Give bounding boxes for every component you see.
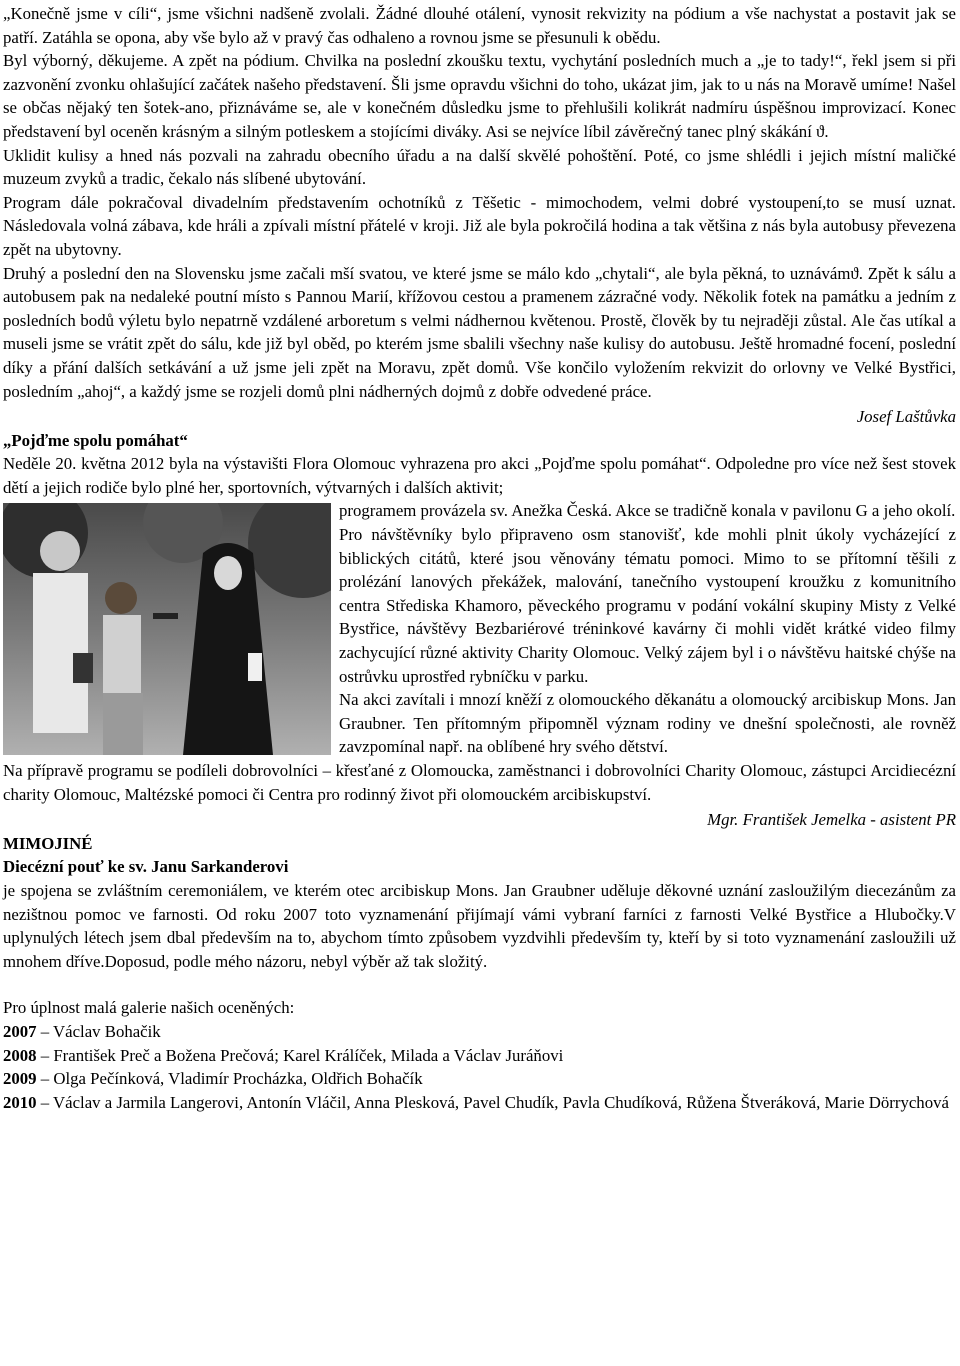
author-signature: Mgr. František Jemelka - asistent PR — [707, 810, 956, 830]
gallery-row: 2009 – Olga Pečínková, Vladimír Procházka, Oldřich Bohačík — [3, 1069, 423, 1089]
gallery-year: 2008 — [3, 1045, 37, 1065]
gallery-row: 2008 – František Preč a Božena Prečová; Karel Králíček, Milada a Václav Juráňovi — [3, 1045, 564, 1065]
paragraph: Neděle 20. května 2012 byla na výstavišti Flora Olomouc vyhrazena pro akci „Pojďme spolu pomáhat“. Odpoledne pro více než šest stovek dětí a jejich rodiče bylo plné her, sportovních, výtvarných i dalších aktivit; — [3, 454, 956, 497]
event-photo — [3, 503, 331, 755]
gallery-row: 2010 – Václav a Jarmila Langerovi, Antonín Vláčil, Anna Plesková, Pavel Chudík, Pavla Chudíková, Růžena Štveráková, Marie Dörrychová — [3, 1092, 949, 1112]
gallery-year: 2010 — [3, 1092, 37, 1112]
gallery-row: 2007 – Václav Bohačik — [3, 1021, 161, 1041]
article-pojdme-spolu-pomahat — [3, 429, 956, 832]
article-title: Diecézní pouť ke sv. Janu Sarkanderovi — [3, 857, 289, 877]
paragraph: Program dále pokračoval divadelním představením ochotníků z Těšetic - mimochodem, velmi dobré vystoupení,to se musí uznat. Následovala volná zábava, kde hráli a zpívali místní přátelé v kroji. Již ale byla pokročilá hodina a tak většina z nás byla autobusy převezena zpět na ubytovny. — [3, 192, 956, 259]
gallery-names: Václav Bohačik — [53, 1021, 161, 1041]
awardees-gallery — [3, 996, 956, 1114]
gallery-year: 2009 — [3, 1069, 37, 1089]
gallery-names: František Preč a Božena Prečová; Karel Králíček, Milada a Václav Juráňovi — [53, 1045, 564, 1065]
paragraph: programem provázela sv. Anežka Česká. Akce se tradičně konala v pavilonu G a jeho okolí. — [339, 501, 956, 521]
paragraph: „Konečně jsme v cíli“, jsme všichni nadšeně zvolali. Žádné dlouhé otálení, vynosit rekvizity na pódium a vše nachystat a postavit jak se patří. Zatáhla se opona, aby vše bylo až v pravý čas odhaleno a rovnou jsme se přesunuli k obědu. — [3, 4, 956, 47]
paragraph: Na přípravě programu se podíleli dobrovolníci – křesťané z Olomoucka, zaměstnanci i dobrovolníci Charity Olomouc, zástupci Arcidiecézní charity Olomouc, Maltézské pomoci či Centra pro rodinný život při olomouckém arcibiskupství. — [3, 761, 956, 804]
article-title: „Pojďme spolu pomáhat“ — [3, 430, 188, 450]
gallery-names: Václav a Jarmila Langerovi, Antonín Vláčil, Anna Plesková, Pavel Chudík, Pavla Chudíková, Růžena Štveráková, Marie Dörrychová — [53, 1092, 949, 1112]
gallery-year: 2007 — [3, 1021, 37, 1041]
section-heading: MIMOJINÉ — [3, 833, 93, 853]
author-signature: Josef Laštůvka — [856, 407, 956, 427]
paragraph: Druhý a poslední den na Slovensku jsme začali mší svatou, ve které jsme se málo kdo „chytali“, ale byla pěkná, to uznávámϑ. Zpět k sálu a autobusem pak na nedaleké poutní místo s Pannou Marií, křížovou cestou a pramenem zázračné vody. Několik fotek na památku a jedním z posledních bodů výletu bylo nepatrně vzdálené arboretum s velmi nádhernou květenou. Prostě, člověk by tu nejraději zůstal. Ale čas utíkal a museli jsme se vrátit zpět do sálu, kde již byl oběd, po kterém jsme sbalili všechny naše kulisy do autobusu. Ještě hromadné focení, poslední díky a přání dalších setkávání a už jsme jeli zpět na Moravu, zpět domů. Vše končilo vyložením rekvizit do orlovny ve Velké Bystřici, posledním „ahoj“, a každý jsme se rozjeli domů plni nádherných dojmů z dobře odvedené práce. — [3, 263, 956, 401]
gallery-names: Olga Pečínková, Vladimír Procházka, Oldřich Bohačík — [53, 1069, 423, 1089]
paragraph: Uklidit kulisy a hned nás pozvali na zahradu obecního úřadu a na další skvělé pohoštění. Poté, co jsme shlédli i jejich místní maličké muzeum zvyků a tradic, čekalo nás slíbené ubytování. — [3, 145, 956, 189]
paragraph: Pro návštěvníky bylo připraveno osm stanovišť, kde mohli plnit úkoly vycházející z biblických citátů, které jsou věnovány tématu pomoci. Mimo to se přítomní těšili z prolézání lanových překážek, malování, tanečního vystoupení kroužku z komunitního centra Střediska Khamoro, pěveckého programu v podání vokální skupiny Misty z Velké Bystřice, návštěvy Bezbariérové tréninkové kavárny či mohli vidět krátké video filmy zachycující různé aktivity Charity Olomouc. Velký zájem byl i o návštěvu haitské chýše na ostrůvku uprostřed rybníčku v parku. — [339, 525, 956, 686]
article-mimojine — [3, 832, 956, 1115]
paragraph: je spojena se zvláštním ceremoniálem, ve kterém otec arcibiskup Mons. Jan Graubner uděluje děkovné uznání zasloužilým diecezánům za nezištnou pomoc ve farnosti. Od roku 2007 toto vyznamenání přijímají vámi vybraní farníci z farnosti Velké Bystřice a Hlubočky.V uplynulých létech jsem dbal především na to, abychom tímto způsobem vyzdvihli především ty, kteří by si toto vyznamenání zasloužili už mnohem dříve.Doposud, podle mého názoru, nebyl výběr až tak složitý. — [3, 880, 956, 971]
gallery-intro: Pro úplnost malá galerie našich oceněných: — [3, 998, 295, 1018]
paragraph: Byl výborný, děkujeme. A zpět na pódium. Chvilka na poslední zkoušku textu, vychytání posledních much a „je to tady!“, řekl jsem si při zazvonění zvonku ohlašující začátek našeho představení. Šli jsme opravdu všichni do toho, ukázat jim, jak to u nás na Moravě umíme! Našel se občas nějaký ten šotek-ano, přiznáváme se, ale v konečném důsledku jsme to přehlušili kolikrát nadmíru úspěšnou improvizací. Konec představení byl oceněn krásným a silným potleskem a stojícími diváky. Asi se nejvíce líbil závěrečný tanec plný skákání ϑ. — [3, 51, 956, 141]
paragraph: Na akci zavítali i mnozí kněží z olomouckého děkanátu a olomoucký arcibiskup Mons. Jan Graubner. Ten přítomným připomněl význam rodiny ve dnešní společnosti, ale rovněž zavzpomínal např. na oblíbené hry svého dětství. — [339, 690, 956, 757]
article-theatre-trip — [3, 2, 956, 429]
